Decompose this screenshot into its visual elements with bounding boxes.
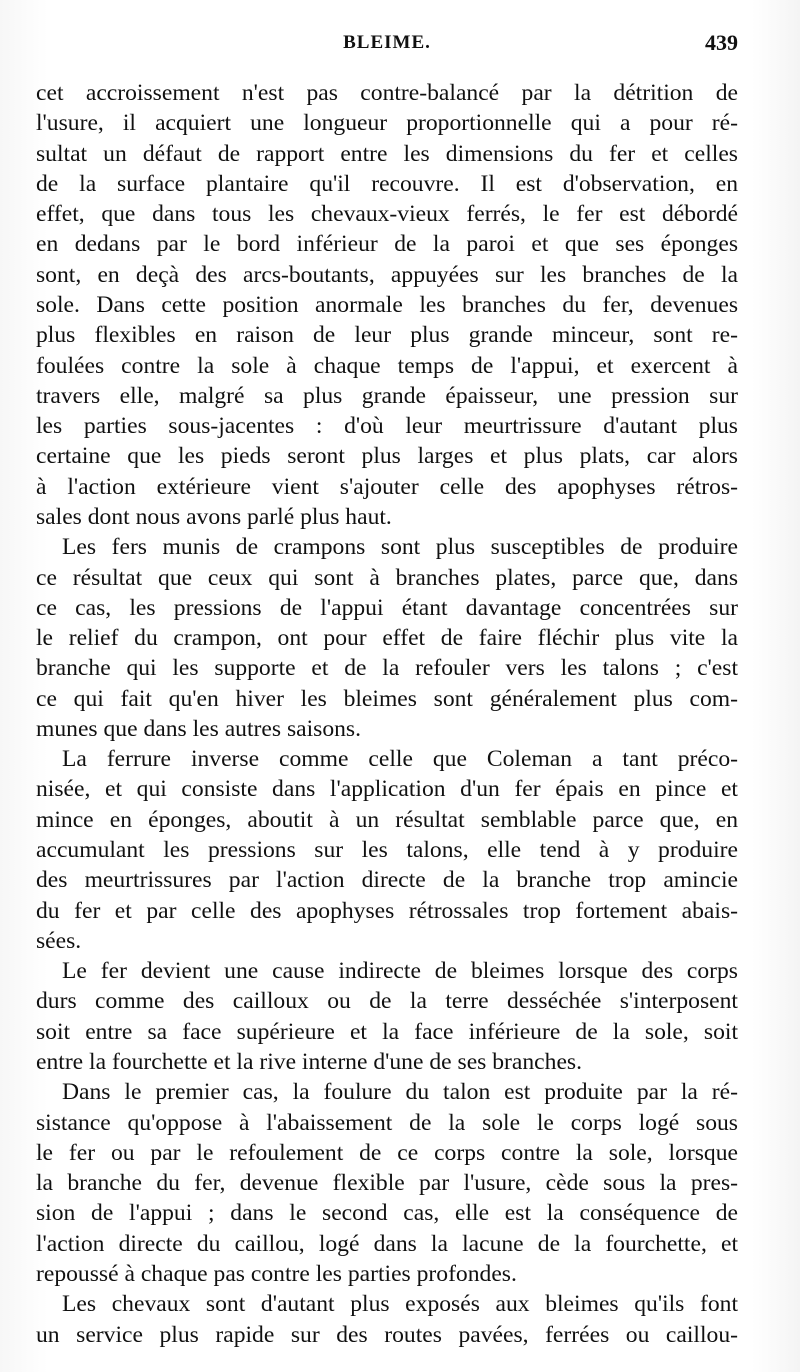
text-line: nisée, et qui consiste dans l'application d'un fer épais en pince et	[36, 776, 738, 803]
text-line: repoussé à chaque pas contre les parties profondes.	[36, 1260, 517, 1287]
text-line: sont, en deçà des arcs-boutants, appuyées sur les branches de la	[36, 261, 738, 288]
text-line: mince en éponges, aboutit à un résultat semblable parce que, en	[36, 806, 738, 833]
text-line: le relief du crampon, ont pour effet de faire fléchir plus vite la	[36, 625, 738, 652]
text-line: l'action directe du caillou, logé dans la lacune de la fourchette, et	[36, 1230, 738, 1257]
text-line: de la surface plantaire qu'il recouvre. Il est d'observation, en	[36, 170, 738, 197]
text-line: travers elle, malgré sa plus grande épaisseur, une pression sur	[36, 382, 738, 409]
text-line: branche qui les supporte et de la refouler vers les talons ; c'est	[36, 655, 738, 682]
text-line: durs comme des cailloux ou de la terre desséchée s'interposent	[36, 988, 738, 1015]
text-line: en dedans par le bord inférieur de la paroi et que ses éponges	[36, 231, 738, 258]
text-line: certaine que les pieds seront plus larges et plus plats, car alors	[36, 443, 738, 470]
text-line: entre la fourchette et la rive interne d'une de ses branches.	[36, 1049, 582, 1075]
text-line: soit entre sa face supérieure et la face inférieure de la sole, soit	[36, 1018, 738, 1045]
text-line: Les fers munis de crampons sont plus susceptibles de produire	[62, 534, 738, 561]
text-line: cet accroissement n'est pas contre-balancé par la détrition de	[36, 80, 738, 106]
text-line: du fer et par celle des apophyses rétrossales trop fortement abais-	[36, 897, 738, 924]
body-text	[36, 78, 738, 1350]
text-line: La ferrure inverse comme celle que Coleman a tant préco-	[62, 746, 738, 773]
text-line: Le fer devient une cause indirecte de bleimes lorsque des corps	[62, 958, 738, 985]
page-number: 439	[705, 30, 738, 55]
text-line: sées.	[36, 927, 82, 954]
text-line: effet, que dans tous les chevaux-vieux ferrés, le fer est débordé	[36, 201, 738, 228]
text-line: le fer ou par le refoulement de ce corps contre la sole, lorsque	[36, 1139, 738, 1166]
text-line: ce résultat que ceux qui sont à branches plates, parce que, dans	[36, 564, 738, 591]
text-line: Dans le premier cas, la foulure du talon est produite par la ré-	[62, 1079, 738, 1106]
text-line: sultat un défaut de rapport entre les dimensions du fer et celles	[36, 140, 738, 167]
text-line: foulées contre la sole à chaque temps de l'appui, et exercent à	[36, 352, 738, 379]
text-line: plus flexibles en raison de leur plus grande minceur, sont re-	[36, 322, 738, 349]
page-header	[36, 30, 738, 60]
text-line: ce qui fait qu'en hiver les bleimes sont généralement plus com-	[36, 685, 738, 712]
text-line: un service plus rapide sur des routes pavées, ferrées ou caillou-	[36, 1321, 738, 1348]
text-line: la branche du fer, devenue flexible par l'usure, cède sous la pres-	[36, 1170, 738, 1197]
text-line: sistance qu'oppose à l'abaissement de la sole le corps logé sous	[36, 1109, 738, 1136]
text-line: munes que dans les autres saisons.	[36, 715, 362, 742]
text-line: Les chevaux sont d'autant plus exposés aux bleimes qu'ils font	[62, 1291, 738, 1318]
text-line: les parties sous-jacentes : d'où leur meurtrissure d'autant plus	[36, 413, 738, 440]
text-line: l'usure, il acquiert une longueur proportionnelle qui a pour ré-	[36, 110, 738, 137]
text-line: des meurtrissures par l'action directe de la branche trop amincie	[36, 867, 738, 894]
running-head: BLEIME.	[343, 32, 431, 53]
text-line: sales dont nous avons parlé plus haut.	[36, 503, 392, 530]
text-line: ce cas, les pressions de l'appui étant davantage concentrées sur	[36, 594, 738, 621]
text-line: sole. Dans cette position anormale les branches du fer, devenues	[36, 291, 738, 318]
text-line: à l'action extérieure vient s'ajouter celle des apophyses rétros-	[36, 473, 738, 500]
text-line: accumulant les pressions sur les talons, elle tend à y produire	[36, 837, 738, 864]
text-line: sion de l'appui ; dans le second cas, elle est la conséquence de	[36, 1200, 738, 1227]
